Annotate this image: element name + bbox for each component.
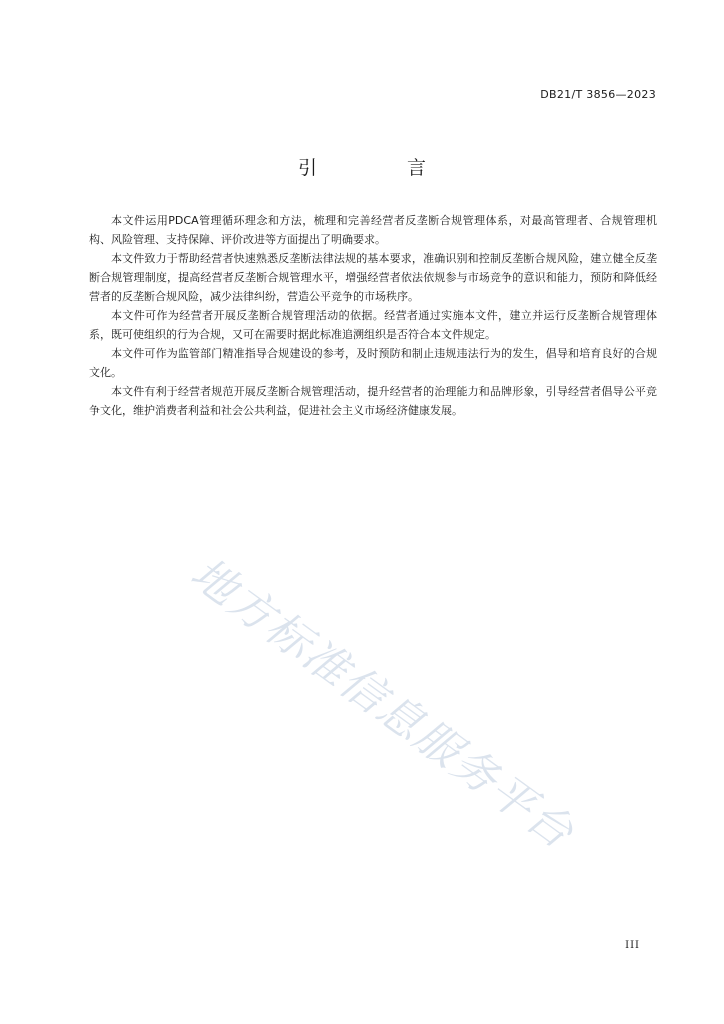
document-body <box>89 211 657 420</box>
paragraph: 本文件可作为经营者开展反垄断合规管理活动的依据。经营者通过实施本文件，建立并运行反垄断合规管理体系，既可使组织的行为合规，又可在需要时据此标准追溯组织是否符合本文件规定。 <box>89 309 657 341</box>
page-title: 引 言 <box>297 157 469 179</box>
watermark: 地方标准信息服务平台 <box>181 547 584 860</box>
document-code: DB21/T 3856—2023 <box>540 88 656 101</box>
paragraph: 本文件运用PDCA管理循环理念和方法，梳理和完善经营者反垄断合规管理体系，对最高管理者、合规管理机构、风险管理、支持保障、评价改进等方面提出了明确要求。 <box>89 214 657 246</box>
paragraph: 本文件致力于帮助经营者快速熟悉反垄断法律法规的基本要求，准确识别和控制反垄断合规风险，建立健全反垄断合规管理制度，提高经营者反垄断合规管理水平，增强经营者依法依规参与市场竞争的意识和能力，预防和降低经营者的反垄断合规风险，减少法律纠纷，营造公平竞争的市场秩序。 <box>89 252 657 303</box>
paragraph: 本文件有利于经营者规范开展反垄断合规管理活动，提升经营者的治理能力和品牌形象，引导经营者倡导公平竞争文化，维护消费者利益和社会公共利益，促进社会主义市场经济健康发展。 <box>89 385 657 417</box>
paragraph: 本文件可作为监管部门精准指导合规建设的参考，及时预防和制止违规违法行为的发生，倡导和培育良好的合规文化。 <box>89 347 657 379</box>
page-number: III <box>625 940 640 951</box>
